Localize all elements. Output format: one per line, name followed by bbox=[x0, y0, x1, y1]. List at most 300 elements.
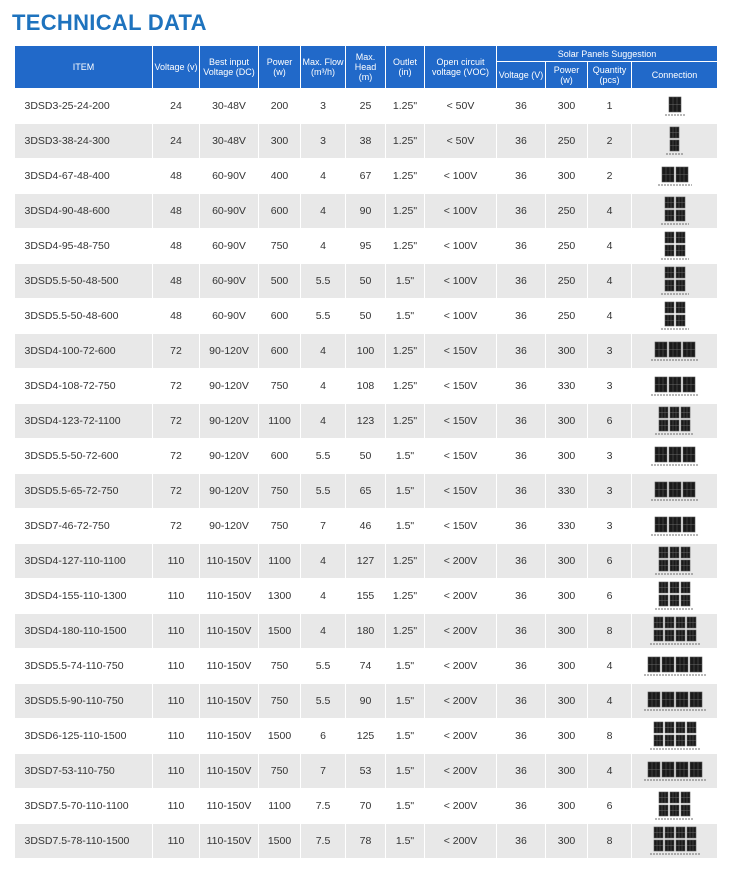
table-row bbox=[15, 719, 718, 754]
solar-array-diagram bbox=[649, 721, 701, 751]
cell-best-input-voltage: 110-150V bbox=[200, 684, 259, 719]
cell-panel-power: 330 bbox=[546, 509, 588, 544]
cell-panel-power: 250 bbox=[546, 194, 588, 229]
cell-open-circuit-voltage: < 200V bbox=[425, 824, 497, 859]
cell-item: 3DSD4-108-72-750 bbox=[15, 369, 153, 404]
table-row bbox=[15, 264, 718, 299]
header-outlet: Outlet (in) bbox=[386, 46, 425, 89]
cell-connection bbox=[632, 754, 718, 789]
panel-connection-icon bbox=[632, 826, 717, 856]
cell-connection bbox=[632, 474, 718, 509]
cell-panel-power: 300 bbox=[546, 439, 588, 474]
cell-panel-quantity: 8 bbox=[588, 824, 632, 859]
panel-connection-icon bbox=[632, 546, 717, 576]
header-max-flow: Max. Flow (m³/h) bbox=[301, 46, 346, 89]
cell-power: 1100 bbox=[259, 544, 301, 579]
cell-outlet: 1.25" bbox=[386, 579, 425, 614]
cell-panel-power: 300 bbox=[546, 649, 588, 684]
cell-outlet: 1.5" bbox=[386, 649, 425, 684]
cell-panel-voltage: 36 bbox=[497, 579, 546, 614]
cell-max-flow: 5.5 bbox=[301, 264, 346, 299]
cell-voltage: 48 bbox=[153, 299, 200, 334]
cell-max-head: 50 bbox=[346, 264, 386, 299]
cell-panel-voltage: 36 bbox=[497, 404, 546, 439]
cell-panel-voltage: 36 bbox=[497, 264, 546, 299]
panel-connection-icon bbox=[632, 341, 717, 362]
cell-power: 750 bbox=[259, 229, 301, 264]
cell-max-flow: 4 bbox=[301, 229, 346, 264]
cell-voltage: 48 bbox=[153, 229, 200, 264]
cell-max-flow: 3 bbox=[301, 124, 346, 159]
cell-max-head: 155 bbox=[346, 579, 386, 614]
cell-max-head: 108 bbox=[346, 369, 386, 404]
cell-voltage: 110 bbox=[153, 579, 200, 614]
cell-open-circuit-voltage: < 200V bbox=[425, 614, 497, 649]
cell-panel-power: 300 bbox=[546, 89, 588, 124]
cell-item: 3DSD6-125-110-1500 bbox=[15, 719, 153, 754]
cell-max-flow: 4 bbox=[301, 614, 346, 649]
cell-item: 3DSD5.5-90-110-750 bbox=[15, 684, 153, 719]
cell-panel-power: 250 bbox=[546, 299, 588, 334]
cell-max-flow: 4 bbox=[301, 544, 346, 579]
cell-voltage: 72 bbox=[153, 334, 200, 369]
cell-panel-power: 300 bbox=[546, 334, 588, 369]
cell-best-input-voltage: 30-48V bbox=[200, 124, 259, 159]
cell-max-head: 123 bbox=[346, 404, 386, 439]
cell-outlet: 1.25" bbox=[386, 404, 425, 439]
cell-panel-quantity: 3 bbox=[588, 334, 632, 369]
cell-panel-quantity: 2 bbox=[588, 159, 632, 194]
cell-connection bbox=[632, 544, 718, 579]
header-power: Power (w) bbox=[259, 46, 301, 89]
cell-best-input-voltage: 60-90V bbox=[200, 299, 259, 334]
solar-array-diagram bbox=[654, 581, 695, 611]
table-row bbox=[15, 124, 718, 159]
cell-panel-quantity: 4 bbox=[588, 264, 632, 299]
cell-power: 750 bbox=[259, 754, 301, 789]
cell-connection bbox=[632, 439, 718, 474]
cell-best-input-voltage: 60-90V bbox=[200, 229, 259, 264]
cell-max-head: 50 bbox=[346, 299, 386, 334]
cell-open-circuit-voltage: < 200V bbox=[425, 789, 497, 824]
cell-panel-power: 330 bbox=[546, 474, 588, 509]
solar-array-diagram bbox=[660, 196, 690, 226]
cell-panel-voltage: 36 bbox=[497, 509, 546, 544]
cell-voltage: 72 bbox=[153, 474, 200, 509]
cell-panel-power: 250 bbox=[546, 264, 588, 299]
cell-panel-quantity: 4 bbox=[588, 754, 632, 789]
cell-outlet: 1.25" bbox=[386, 124, 425, 159]
header-best-input-voltage: Best input Voltage (DC) bbox=[200, 46, 259, 89]
cell-voltage: 110 bbox=[153, 649, 200, 684]
cell-open-circuit-voltage: < 100V bbox=[425, 299, 497, 334]
cell-max-head: 90 bbox=[346, 684, 386, 719]
cell-panel-quantity: 6 bbox=[588, 579, 632, 614]
cell-connection bbox=[632, 614, 718, 649]
panel-connection-icon bbox=[632, 231, 717, 261]
panel-connection-icon bbox=[632, 301, 717, 331]
panel-connection-icon bbox=[632, 581, 717, 611]
cell-open-circuit-voltage: < 150V bbox=[425, 334, 497, 369]
cell-item: 3DSD7.5-78-110-1500 bbox=[15, 824, 153, 859]
cell-open-circuit-voltage: < 150V bbox=[425, 404, 497, 439]
cell-outlet: 1.5" bbox=[386, 509, 425, 544]
cell-open-circuit-voltage: < 200V bbox=[425, 754, 497, 789]
cell-panel-power: 300 bbox=[546, 544, 588, 579]
cell-max-flow: 5.5 bbox=[301, 299, 346, 334]
cell-item: 3DSD4-127-110-1100 bbox=[15, 544, 153, 579]
cell-voltage: 110 bbox=[153, 824, 200, 859]
cell-best-input-voltage: 90-120V bbox=[200, 439, 259, 474]
cell-item: 3DSD7.5-70-110-1100 bbox=[15, 789, 153, 824]
cell-voltage: 72 bbox=[153, 369, 200, 404]
cell-best-input-voltage: 60-90V bbox=[200, 159, 259, 194]
cell-best-input-voltage: 60-90V bbox=[200, 264, 259, 299]
cell-max-flow: 4 bbox=[301, 579, 346, 614]
cell-outlet: 1.5" bbox=[386, 824, 425, 859]
cell-max-flow: 4 bbox=[301, 369, 346, 404]
cell-open-circuit-voltage: < 50V bbox=[425, 124, 497, 159]
cell-connection bbox=[632, 789, 718, 824]
cell-item: 3DSD4-100-72-600 bbox=[15, 334, 153, 369]
cell-outlet: 1.25" bbox=[386, 614, 425, 649]
cell-outlet: 1.25" bbox=[386, 159, 425, 194]
cell-panel-power: 300 bbox=[546, 684, 588, 719]
cell-max-flow: 5.5 bbox=[301, 649, 346, 684]
cell-panel-power: 250 bbox=[546, 124, 588, 159]
cell-outlet: 1.5" bbox=[386, 684, 425, 719]
cell-max-flow: 5.5 bbox=[301, 439, 346, 474]
panel-connection-icon bbox=[632, 481, 717, 502]
cell-max-flow: 7 bbox=[301, 509, 346, 544]
cell-panel-voltage: 36 bbox=[497, 544, 546, 579]
cell-best-input-voltage: 60-90V bbox=[200, 194, 259, 229]
cell-panel-voltage: 36 bbox=[497, 684, 546, 719]
cell-max-flow: 3 bbox=[301, 89, 346, 124]
cell-item: 3DSD4-90-48-600 bbox=[15, 194, 153, 229]
panel-connection-icon bbox=[632, 96, 717, 117]
solar-array-diagram bbox=[643, 656, 707, 677]
cell-max-flow: 4 bbox=[301, 194, 346, 229]
cell-open-circuit-voltage: < 50V bbox=[425, 89, 497, 124]
header-max-head: Max. Head (m) bbox=[346, 46, 386, 89]
table-row bbox=[15, 789, 718, 824]
cell-best-input-voltage: 90-120V bbox=[200, 509, 259, 544]
cell-connection bbox=[632, 684, 718, 719]
solar-array-diagram bbox=[649, 616, 701, 646]
cell-panel-voltage: 36 bbox=[497, 614, 546, 649]
header-connection: Connection bbox=[632, 62, 718, 89]
solar-array-diagram bbox=[643, 761, 707, 782]
cell-best-input-voltage: 90-120V bbox=[200, 474, 259, 509]
page-title: TECHNICAL DATA bbox=[12, 10, 207, 35]
cell-panel-quantity: 3 bbox=[588, 369, 632, 404]
cell-max-head: 100 bbox=[346, 334, 386, 369]
solar-array-diagram bbox=[654, 791, 695, 821]
cell-max-flow: 5.5 bbox=[301, 474, 346, 509]
cell-max-head: 38 bbox=[346, 124, 386, 159]
cell-panel-quantity: 3 bbox=[588, 509, 632, 544]
cell-max-head: 127 bbox=[346, 544, 386, 579]
cell-panel-voltage: 36 bbox=[497, 89, 546, 124]
cell-item: 3DSD5.5-65-72-750 bbox=[15, 474, 153, 509]
cell-max-flow: 7.5 bbox=[301, 824, 346, 859]
solar-array-diagram bbox=[650, 446, 700, 467]
cell-max-head: 125 bbox=[346, 719, 386, 754]
panel-connection-icon bbox=[632, 691, 717, 712]
table-body bbox=[15, 89, 718, 859]
cell-connection bbox=[632, 334, 718, 369]
panel-connection-icon bbox=[632, 446, 717, 467]
cell-panel-quantity: 3 bbox=[588, 474, 632, 509]
cell-best-input-voltage: 110-150V bbox=[200, 614, 259, 649]
cell-open-circuit-voltage: < 200V bbox=[425, 544, 497, 579]
panel-connection-icon bbox=[632, 791, 717, 821]
cell-outlet: 1.5" bbox=[386, 474, 425, 509]
cell-max-head: 53 bbox=[346, 754, 386, 789]
panel-connection-icon bbox=[632, 516, 717, 537]
cell-panel-voltage: 36 bbox=[497, 229, 546, 264]
cell-power: 750 bbox=[259, 649, 301, 684]
solar-array-diagram bbox=[660, 266, 690, 296]
table-row bbox=[15, 649, 718, 684]
panel-connection-icon bbox=[632, 166, 717, 187]
cell-voltage: 24 bbox=[153, 89, 200, 124]
cell-max-flow: 7 bbox=[301, 754, 346, 789]
solar-array-diagram bbox=[649, 826, 701, 856]
cell-open-circuit-voltage: < 200V bbox=[425, 719, 497, 754]
cell-panel-voltage: 36 bbox=[497, 474, 546, 509]
solar-array-diagram bbox=[654, 546, 695, 576]
cell-panel-power: 300 bbox=[546, 579, 588, 614]
cell-panel-voltage: 36 bbox=[497, 754, 546, 789]
cell-connection bbox=[632, 404, 718, 439]
cell-panel-power: 330 bbox=[546, 369, 588, 404]
cell-power: 750 bbox=[259, 369, 301, 404]
cell-item: 3DSD4-123-72-1100 bbox=[15, 404, 153, 439]
header-solar-panels-suggestion: Solar Panels Suggestion bbox=[497, 46, 718, 62]
solar-array-diagram bbox=[650, 376, 700, 397]
table-row bbox=[15, 824, 718, 859]
cell-outlet: 1.5" bbox=[386, 439, 425, 474]
table-row bbox=[15, 684, 718, 719]
cell-open-circuit-voltage: < 200V bbox=[425, 579, 497, 614]
cell-panel-quantity: 8 bbox=[588, 614, 632, 649]
header-panel-voltage: Voltage (V) bbox=[497, 62, 546, 89]
table-row bbox=[15, 509, 718, 544]
cell-voltage: 110 bbox=[153, 719, 200, 754]
cell-max-flow: 4 bbox=[301, 334, 346, 369]
cell-panel-quantity: 4 bbox=[588, 649, 632, 684]
solar-array-diagram bbox=[643, 691, 707, 712]
panel-connection-icon bbox=[632, 406, 717, 436]
cell-voltage: 110 bbox=[153, 614, 200, 649]
cell-panel-voltage: 36 bbox=[497, 124, 546, 159]
cell-item: 3DSD5.5-74-110-750 bbox=[15, 649, 153, 684]
cell-panel-power: 300 bbox=[546, 614, 588, 649]
cell-panel-power: 250 bbox=[546, 229, 588, 264]
cell-outlet: 1.25" bbox=[386, 194, 425, 229]
cell-open-circuit-voltage: < 100V bbox=[425, 194, 497, 229]
cell-power: 600 bbox=[259, 439, 301, 474]
cell-panel-quantity: 3 bbox=[588, 439, 632, 474]
cell-best-input-voltage: 90-120V bbox=[200, 369, 259, 404]
solar-array-diagram bbox=[665, 126, 684, 156]
cell-outlet: 1.25" bbox=[386, 334, 425, 369]
table-row bbox=[15, 404, 718, 439]
cell-power: 1500 bbox=[259, 614, 301, 649]
cell-panel-quantity: 4 bbox=[588, 684, 632, 719]
cell-connection bbox=[632, 229, 718, 264]
header-item: ITEM bbox=[15, 46, 153, 89]
cell-outlet: 1.25" bbox=[386, 89, 425, 124]
cell-power: 400 bbox=[259, 159, 301, 194]
cell-panel-voltage: 36 bbox=[497, 194, 546, 229]
cell-voltage: 110 bbox=[153, 789, 200, 824]
cell-panel-voltage: 36 bbox=[497, 334, 546, 369]
cell-panel-power: 300 bbox=[546, 824, 588, 859]
cell-max-head: 95 bbox=[346, 229, 386, 264]
cell-max-head: 180 bbox=[346, 614, 386, 649]
cell-connection bbox=[632, 89, 718, 124]
cell-item: 3DSD4-67-48-400 bbox=[15, 159, 153, 194]
cell-connection bbox=[632, 264, 718, 299]
cell-open-circuit-voltage: < 200V bbox=[425, 649, 497, 684]
panel-connection-icon bbox=[632, 126, 717, 156]
solar-array-diagram bbox=[660, 301, 690, 331]
cell-best-input-voltage: 110-150V bbox=[200, 824, 259, 859]
cell-outlet: 1.25" bbox=[386, 229, 425, 264]
cell-panel-power: 300 bbox=[546, 404, 588, 439]
cell-item: 3DSD4-95-48-750 bbox=[15, 229, 153, 264]
table-row bbox=[15, 194, 718, 229]
panel-connection-icon bbox=[632, 761, 717, 782]
cell-power: 750 bbox=[259, 474, 301, 509]
cell-panel-quantity: 4 bbox=[588, 229, 632, 264]
cell-panel-quantity: 2 bbox=[588, 124, 632, 159]
table-row bbox=[15, 334, 718, 369]
cell-panel-voltage: 36 bbox=[497, 159, 546, 194]
cell-open-circuit-voltage: < 100V bbox=[425, 229, 497, 264]
cell-panel-power: 300 bbox=[546, 719, 588, 754]
cell-connection bbox=[632, 159, 718, 194]
cell-power: 300 bbox=[259, 124, 301, 159]
cell-voltage: 24 bbox=[153, 124, 200, 159]
table-row bbox=[15, 474, 718, 509]
solar-array-diagram bbox=[664, 96, 686, 117]
cell-panel-voltage: 36 bbox=[497, 439, 546, 474]
cell-connection bbox=[632, 649, 718, 684]
cell-item: 3DSD5.5-50-48-600 bbox=[15, 299, 153, 334]
cell-panel-power: 300 bbox=[546, 754, 588, 789]
table-row bbox=[15, 159, 718, 194]
cell-best-input-voltage: 110-150V bbox=[200, 719, 259, 754]
cell-voltage: 110 bbox=[153, 544, 200, 579]
cell-panel-voltage: 36 bbox=[497, 719, 546, 754]
cell-outlet: 1.5" bbox=[386, 719, 425, 754]
solar-array-diagram bbox=[654, 406, 695, 436]
cell-power: 600 bbox=[259, 334, 301, 369]
cell-voltage: 72 bbox=[153, 439, 200, 474]
cell-power: 1100 bbox=[259, 404, 301, 439]
cell-connection bbox=[632, 194, 718, 229]
cell-connection bbox=[632, 369, 718, 404]
cell-outlet: 1.5" bbox=[386, 754, 425, 789]
cell-max-head: 50 bbox=[346, 439, 386, 474]
cell-connection bbox=[632, 719, 718, 754]
cell-panel-voltage: 36 bbox=[497, 299, 546, 334]
cell-item: 3DSD4-155-110-1300 bbox=[15, 579, 153, 614]
cell-max-flow: 4 bbox=[301, 159, 346, 194]
cell-outlet: 1.5" bbox=[386, 789, 425, 824]
cell-item: 3DSD7-46-72-750 bbox=[15, 509, 153, 544]
cell-best-input-voltage: 30-48V bbox=[200, 89, 259, 124]
cell-max-head: 65 bbox=[346, 474, 386, 509]
cell-open-circuit-voltage: < 200V bbox=[425, 684, 497, 719]
cell-max-flow: 4 bbox=[301, 404, 346, 439]
panel-connection-icon bbox=[632, 376, 717, 397]
cell-voltage: 48 bbox=[153, 159, 200, 194]
cell-panel-power: 300 bbox=[546, 789, 588, 824]
cell-panel-voltage: 36 bbox=[497, 789, 546, 824]
cell-best-input-voltage: 110-150V bbox=[200, 789, 259, 824]
cell-max-flow: 7.5 bbox=[301, 789, 346, 824]
cell-connection bbox=[632, 124, 718, 159]
cell-power: 750 bbox=[259, 509, 301, 544]
cell-best-input-voltage: 110-150V bbox=[200, 579, 259, 614]
cell-open-circuit-voltage: < 150V bbox=[425, 369, 497, 404]
technical-data-table bbox=[14, 45, 718, 859]
cell-outlet: 1.5" bbox=[386, 264, 425, 299]
cell-panel-voltage: 36 bbox=[497, 649, 546, 684]
cell-max-head: 70 bbox=[346, 789, 386, 824]
cell-item: 3DSD3-38-24-300 bbox=[15, 124, 153, 159]
cell-item: 3DSD5.5-50-48-500 bbox=[15, 264, 153, 299]
panel-connection-icon bbox=[632, 721, 717, 751]
cell-open-circuit-voltage: < 150V bbox=[425, 439, 497, 474]
cell-connection bbox=[632, 509, 718, 544]
table-row bbox=[15, 614, 718, 649]
cell-best-input-voltage: 90-120V bbox=[200, 334, 259, 369]
cell-voltage: 48 bbox=[153, 264, 200, 299]
table-row bbox=[15, 579, 718, 614]
panel-connection-icon bbox=[632, 266, 717, 296]
cell-panel-quantity: 4 bbox=[588, 299, 632, 334]
cell-open-circuit-voltage: < 150V bbox=[425, 474, 497, 509]
solar-array-diagram bbox=[657, 166, 693, 187]
table-row bbox=[15, 299, 718, 334]
cell-power: 1300 bbox=[259, 579, 301, 614]
cell-item: 3DSD5.5-50-72-600 bbox=[15, 439, 153, 474]
solar-array-diagram bbox=[660, 231, 690, 261]
cell-connection bbox=[632, 824, 718, 859]
cell-open-circuit-voltage: < 150V bbox=[425, 509, 497, 544]
panel-connection-icon bbox=[632, 616, 717, 646]
cell-best-input-voltage: 90-120V bbox=[200, 404, 259, 439]
cell-best-input-voltage: 110-150V bbox=[200, 544, 259, 579]
cell-max-head: 46 bbox=[346, 509, 386, 544]
cell-power: 1100 bbox=[259, 789, 301, 824]
cell-max-flow: 6 bbox=[301, 719, 346, 754]
cell-voltage: 110 bbox=[153, 754, 200, 789]
cell-panel-quantity: 4 bbox=[588, 194, 632, 229]
table-row bbox=[15, 544, 718, 579]
cell-voltage: 72 bbox=[153, 509, 200, 544]
cell-panel-quantity: 8 bbox=[588, 719, 632, 754]
cell-voltage: 48 bbox=[153, 194, 200, 229]
cell-voltage: 110 bbox=[153, 684, 200, 719]
cell-panel-voltage: 36 bbox=[497, 824, 546, 859]
